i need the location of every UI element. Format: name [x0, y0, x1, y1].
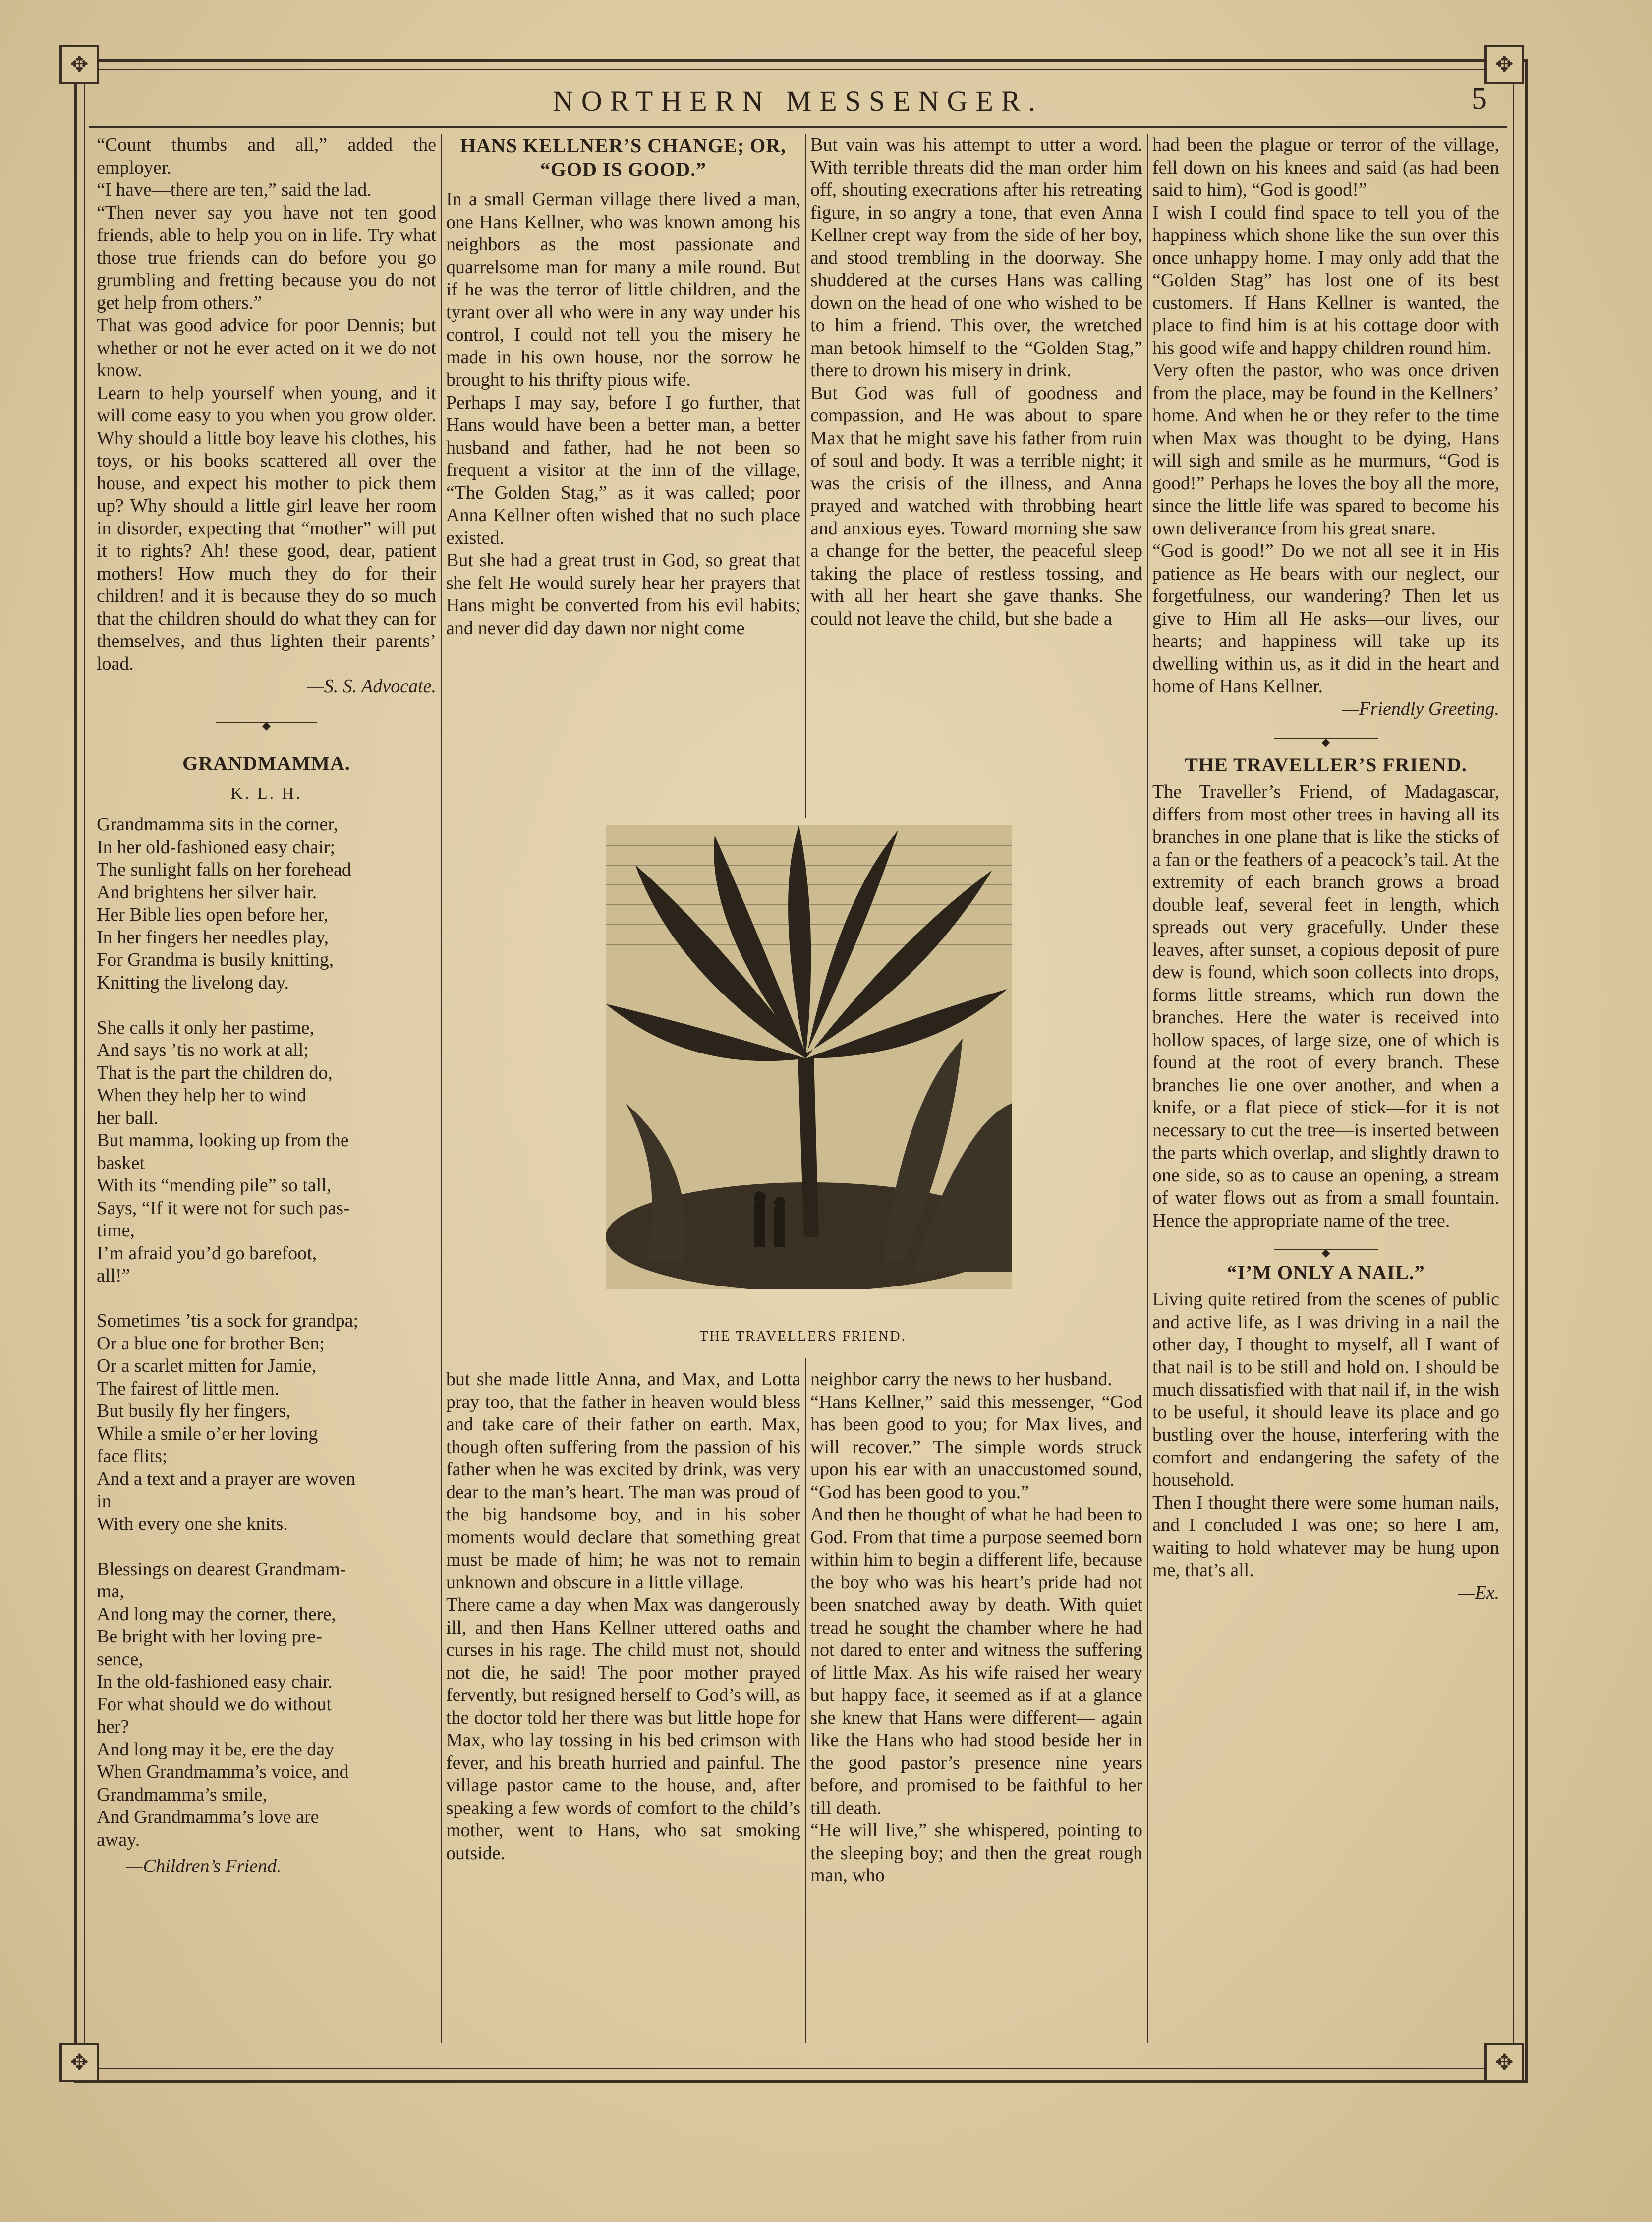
column-rule [805, 1358, 806, 2043]
corner-ornament-icon: ✥ [1484, 45, 1524, 84]
article-title: HANS KELLNER’S CHANGE; OR, “GOD IS GOOD.” [460, 134, 787, 180]
corner-ornament-icon: ✥ [59, 45, 99, 84]
column-3-top [810, 134, 1142, 630]
column-2-top [446, 134, 800, 640]
poem-byline: K. L. H. [230, 784, 302, 803]
article-text: neighbor carry the news to her husband. “Hans Kellner,” said this messenger, “God has been good to you; for Max lives, and will recover.” The simple words struck upon his ear with an unaccustomed sound, “God has been good to you.” And then he thought of what he had been to God. From that time a purpose seemed born within him to begin a different life, because the boy who was his heart’s pride had not been snatched away by death. With quiet tread he sought the chamber where he had not dared to enter and witness the suffering of little Max. As his wife raised her weary but happy face, it seemed as if at a glance she knew that Hans were different— again like the Hans who had stood beside her in the good pastor’s presence nine years before, and promised to be faithful to her till death. “He will live,” she whispered, pointing to the sleeping boy; and then the great rough man, who [810, 1369, 1142, 1886]
column-rule [441, 134, 442, 2043]
column-rule [805, 134, 806, 818]
column-3-bottom [810, 1368, 1142, 1887]
article-text: But vain was his attempt to utter a word. With terrible threats did the man order him off, shouting execrations after his retreating figure, in so angry a tone, that even Anna Kellner crept way from the side of her boy, and stood trembling in the doorway. She shuddered at the curses Hans was calling down on the head of one who wished to be to him a friend. This over, the wretched man betook himself to the “Golden Stag,” there to drown his misery in drink. But God was full of goodness and compassion, and He was about to spare Max that he might save his father from ruin of soul and body. It was a terrible night; it was the crisis of the illness, and Anna prayed and watched with throbbing heart and anxious eyes. Toward morning she saw a change for the better, the peaceful sleep taking the place of restless tossing, and with all her heart she gave thanks. She could not leave the child, but she bade a [810, 134, 1142, 629]
article-title: THE TRAVELLER’S FRIEND. [1185, 754, 1467, 776]
section-separator [1152, 1239, 1499, 1259]
source-credit: —Ex. [1458, 1582, 1499, 1603]
source-credit: —S. S. Advocate. [307, 676, 436, 697]
masthead: NORTHERN MESSENGER. [552, 85, 1044, 117]
poem-text: Grandmamma sits in the corner, In her old-fashioned easy chair; The sunlight falls on her forehead And brightens her silver hair. Her Bible lies open before her, In her fingers her needles play, For Grandma is busily knitting, Knitting the livelong day. She calls it only her pastime, And says ’tis no work at all; That is the part the children do, When they help her to wind her ball. But mamma, looking up from the basket With its “mending pile” so tall, Says, “If it were not for such pas- time, I’m afraid you’d go barefoot, all!” Sometimes ’tis a sock for grandpa; Or a blue one for brother Ben; Or a scarlet mitten for Jamie, The fairest of little men. But busily fly her fingers, While a smile o’er her loving face flits; And a text and a prayer are woven in With every one she knits. Blessings on dearest Grandmam- ma, And long may the corner, there, Be bright with her loving pre- sence, In the old-fashioned easy chair. For what should we do without her? And long may it be, ere the day When Grandmamma’s voice, and Grandmamma’s smile, And Grandmamma’s love are away. [97, 814, 359, 1850]
source-credit: —Friendly Greeting. [1342, 698, 1499, 719]
running-head [89, 79, 1507, 124]
travellers-tree-engraving [606, 825, 1012, 1289]
article-text: Living quite retired from the scenes of public and active life, as I was driving in a nail the other day, I thought to myself, all I want of that nail is to be still and hold on. I should be much dissatisfied with that nail if, in the wish to be useful, it should leave its place and go bustling over the house, interfering with the comfort and endangering the safety of the household. Then I thought there were some human nails, and I concluded I was one; so here I am, waiting to hold whatever may be hung upon me, that’s all. [1152, 1289, 1499, 1580]
column-rule [1147, 134, 1148, 2043]
section-separator [97, 712, 436, 732]
article-text: had been the plague or terror of the village, fell down on his knees and said (as had been said to him), “God is good!” I wish I could find space to tell you of the happiness which shone like the sun over this once unhappy home. I may only add that the “Golden Stag” has lost one of its best customers. If Hans Kellner is wanted, the place to find him is at his cottage door with his good wife and happy children round him. Very often the pastor, who was once driven from the place, may be found in the Kellners’ home. And when he or they refer to the time when Max was thought to be dying, Hans will sigh and smile as he murmurs, “God is good!” Perhaps he loves the boy all the more, since the little life was spared to become his own deliverance from his great snare. “God is good!” Do we not all see it in His patience as He bears with our neglect, our forgetfulness, our wandering? Then let us give to Him all He asks—our lives, our hearts; and happiness will take up its dwelling within us, as it did in the heart and home of Hans Kellner. [1152, 134, 1499, 697]
poem-title: GRANDMAMMA. [182, 752, 350, 774]
corner-ornament-icon: ✥ [59, 2043, 99, 2082]
tree-illustration [606, 825, 1012, 1289]
article-text: “Count thumbs and all,” added the employer. “I have—there are ten,” said the lad. “Then never say you have not ten good friends, able to help you on in life. Try what those true friends can do before you go grumbling and fretting because you do not get help from others.” That was good advice for poor Dennis; but whether or not he ever acted on it we do not know. Learn to help yourself when young, and it will come easy to you when you grow older. Why should a little boy leave his clothes, his toys, or his books scattered all over the house, and expect his mother to pick them up? Why should a little girl leave her room in disorder, expecting that “mother” will put it to rights? Ah! these good, dear, patient mothers! How much they do for their children! and it is because they do so much that the children should do what they can for themselves, and thus lighten their parents’ load. [97, 134, 436, 674]
article-text: The Traveller’s Friend, of Madagascar, differs from most other trees in having all its branches in one plane that is like the sticks of a fan or the feathers of a peacock’s tail. At the extremity of each branch grows a broad double leaf, several feet in length, which spreads out very gracefully. Under these leaves, after sunset, a copious deposit of pure dew is found, which soon collects into drops, forms little streams, which run down the branches. Here the water is received into hollow spaces, of large size, one of which is found at the root of every branch. These branches lie one over another, and when a knife, or a flat piece of stick—for it is not necessary to cut the tree—is inserted between the parts which overlap, and slightly drawn to one side, so as to cause an opening, a stream of water flows out as from a small fountain. Hence the appropriate name of the tree. [1152, 781, 1499, 1231]
column-4 [1152, 134, 1499, 1604]
article-title: “I’M ONLY A NAIL.” [1227, 1261, 1425, 1284]
column-1 [97, 134, 436, 1878]
source-credit: —Children’s Friend. [126, 1856, 282, 1876]
article-text: but she made little Anna, and Max, and Lotta pray too, that the father in heaven would bless and take care of their father on earth. Max, though often suffering from the passion of his father when he was excited by drink, was very dear to the man’s heart. The man was proud of the big handsome boy, and in his sober moments would declare that something great must be made of him; he was not to remain unknown and obscure in a little village. There came a day when Max was dangerously ill, and then Hans Kellner uttered oaths and curses in his rage. The child must not, should not die, he said! The poor mother prayed fervently, but resigned herself to God’s will, as the doctor told her there was but little hope for Max, who lay tossing in his bed crimson with fever, and his breath hurried and painful. The village pastor came to the house, and, after speaking a few words of comfort to the child’s mother, went to Hans, who sat smoking outside. [446, 1369, 800, 1864]
article-text: In a small German village there lived a man, one Hans Kellner, who was known among his neighbors as the most passionate and quarrelsome man for many a mile round. But if he was the terror of little children, and the tyrant over all who were in any way under his control, I could not tell you the misery he made in his own house, nor the sorrow he brought to his thrifty pious wife. Perhaps I may say, before I go further, that Hans would have been a better man, a better husband and father, had he not been so frequent a visitor at the inn of the village, “The Golden Stag,” as it was called; poor Anna Kellner often wished that no such place existed. But she had a great trust in God, so great that she felt He would surely hear her prayers that Hans might be converted from his evil habits; and never did day dawn nor night come [446, 189, 800, 639]
figure-caption: THE TRAVELLERS FRIEND. [699, 1329, 907, 1344]
section-separator [1152, 728, 1499, 748]
column-2-bottom [446, 1368, 800, 1865]
header-rule [89, 126, 1507, 128]
page-number: 5 [1472, 82, 1487, 116]
corner-ornament-icon: ✥ [1484, 2043, 1524, 2082]
